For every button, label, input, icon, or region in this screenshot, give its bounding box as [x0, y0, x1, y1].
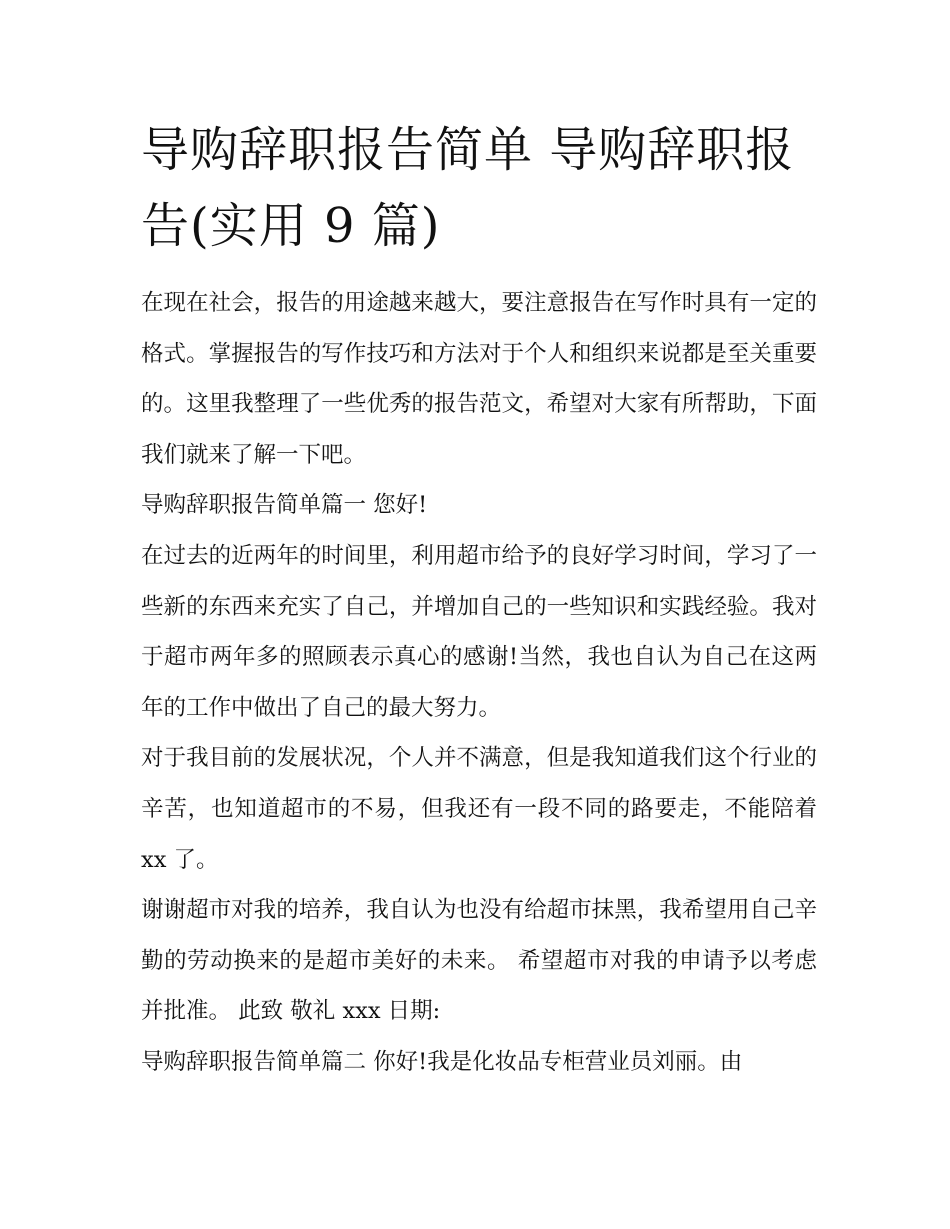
paragraph-intro: 在现在社会，报告的用途越来越大，要注意报告在写作时具有一定的格式。掌握报告的写作技巧和方法对于个人和组织来说都是至关重要的。这里我整理了一些优秀的报告范文，希望对大家有所帮助，下面我们就来了解一下吧。	[141, 290, 817, 468]
document-title: 导购辞职报告简单 导购辞职报告(实用 9 篇)	[141, 122, 795, 254]
document-body	[141, 278, 817, 1088]
paragraph-reason: 对于我目前的发展状况，个人并不满意，但是我知道我们这个行业的辛苦，也知道超市的不易，但我还有一段不同的路要走，不能陪着 xx 了。	[141, 745, 817, 873]
paragraph-section-one-heading: 导购辞职报告简单篇一 您好!	[141, 492, 428, 519]
paragraph-gratitude: 在过去的近两年的时间里，利用超市给予的良好学习时间，学习了一些新的东西来充实了自己，并增加自己的一些知识和实践经验。我对于超市两年多的照顾表示真心的感谢!当然，我也自认为自己在这两年的工作中做出了自己的最大努力。	[141, 542, 817, 721]
paragraph-section-two-heading: 导购辞职报告简单篇二 你好!我是化妆品专柜营业员刘丽。由	[141, 1048, 743, 1075]
paragraph-closing: 谢谢超市对我的培养，我自认为也没有给超市抹黑，我希望用自己辛勤的劳动换来的是超市美好的未来。 希望超市对我的申请予以考虑并批准。 此致 敬礼 xxx 日期:	[141, 897, 817, 1025]
